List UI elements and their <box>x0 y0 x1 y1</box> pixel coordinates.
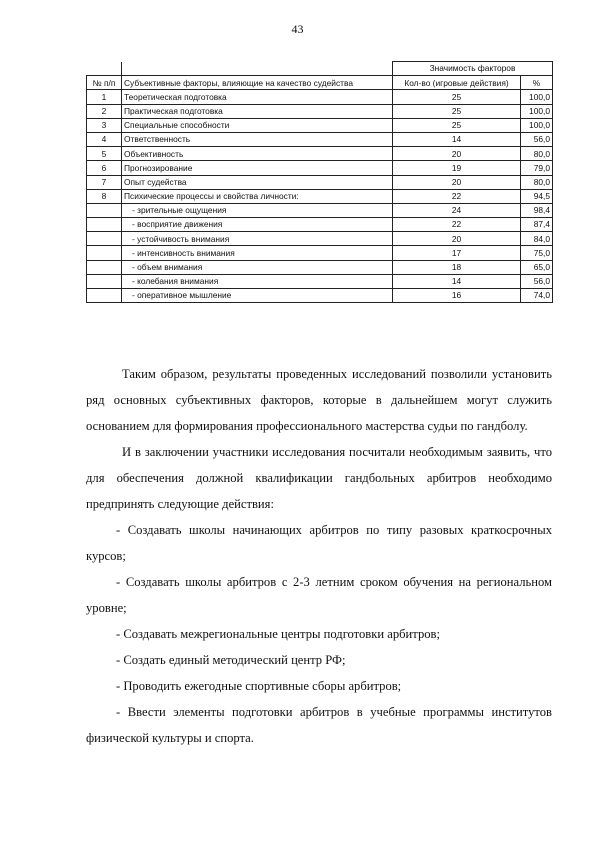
cell-pct: 94,5 <box>521 189 553 203</box>
cell-num: 2 <box>87 104 122 118</box>
table-group-header: Значимость факторов <box>393 62 553 76</box>
paragraph-actions-intro: И в заключении участники исследования посчитали необходимым заявить, что для обеспечения должной квалификации гандбольных арбитров необходимо предпринять следующие действия: <box>86 445 552 511</box>
table-header-row <box>87 76 553 90</box>
cell-factor: Психические процессы и свойства личности: <box>122 189 393 203</box>
table-row <box>87 289 553 303</box>
cell-count: 25 <box>393 104 521 118</box>
cell-num <box>87 232 122 246</box>
table-group-header-row <box>87 62 553 76</box>
cell-pct: 56,0 <box>521 274 553 288</box>
cell-factor: Объективность <box>122 147 393 161</box>
cell-num: 6 <box>87 161 122 175</box>
cell-count: 25 <box>393 90 521 104</box>
action-item-6: - Ввести элементы подготовки арбитров в учебные программы институтов физической культуры и спорта. <box>86 705 552 745</box>
cell-factor: - объем внимания <box>122 260 393 274</box>
cell-count: 16 <box>393 289 521 303</box>
paragraph-conclusion: Таким образом, результаты проведенных исследований позволили установить ряд основных субъективных факторов, которые в дальнейшем могут служить основанием для формирования профессионального мастерства судьи по гандболу. <box>86 367 552 433</box>
cell-factor: Теоретическая подготовка <box>122 90 393 104</box>
page-number: 43 <box>291 22 304 36</box>
table-row <box>87 246 553 260</box>
table-row <box>87 161 553 175</box>
cell-pct: 75,0 <box>521 246 553 260</box>
table-row <box>87 132 553 146</box>
cell-num <box>87 274 122 288</box>
cell-num: 4 <box>87 132 122 146</box>
cell-pct: 65,0 <box>521 260 553 274</box>
cell-factor: Специальные способности <box>122 118 393 132</box>
cell-pct: 74,0 <box>521 289 553 303</box>
cell-num: 8 <box>87 189 122 203</box>
cell-count: 14 <box>393 132 521 146</box>
cell-factor: - восприятие движения <box>122 218 393 232</box>
table-blank-cell <box>87 62 122 76</box>
cell-count: 19 <box>393 161 521 175</box>
col-header-pct: % <box>521 76 553 90</box>
cell-num: 3 <box>87 118 122 132</box>
cell-pct: 80,0 <box>521 147 553 161</box>
cell-count: 20 <box>393 147 521 161</box>
cell-count: 20 <box>393 175 521 189</box>
cell-factor: Прогнозирование <box>122 161 393 175</box>
cell-count: 22 <box>393 218 521 232</box>
cell-factor: - устойчивость внимания <box>122 232 393 246</box>
table-row <box>87 274 553 288</box>
cell-pct: 98,4 <box>521 203 553 217</box>
table-row <box>87 260 553 274</box>
cell-factor: - интенсивность внимания <box>122 246 393 260</box>
cell-count: 24 <box>393 203 521 217</box>
cell-pct: 100,0 <box>521 90 553 104</box>
cell-count: 18 <box>393 260 521 274</box>
action-item-3: - Создавать межрегиональные центры подготовки арбитров; <box>116 627 440 641</box>
body-text <box>86 361 552 751</box>
action-item-5: - Проводить ежегодные спортивные сборы арбитров; <box>116 679 402 693</box>
cell-pct: 87,4 <box>521 218 553 232</box>
table-row <box>87 189 553 203</box>
table-row <box>87 147 553 161</box>
cell-pct: 56,0 <box>521 132 553 146</box>
cell-num: 7 <box>87 175 122 189</box>
cell-pct: 100,0 <box>521 118 553 132</box>
cell-pct: 84,0 <box>521 232 553 246</box>
action-item-2: - Создавать школы арбитров с 2-3 летним сроком обучения на региональном уровне; <box>86 575 552 615</box>
col-header-num: № п/п <box>87 76 122 90</box>
cell-count: 22 <box>393 189 521 203</box>
cell-factor: Практическая подготовка <box>122 104 393 118</box>
cell-count: 17 <box>393 246 521 260</box>
cell-factor: - оперативное мышление <box>122 289 393 303</box>
cell-factor: - колебания внимания <box>122 274 393 288</box>
cell-num <box>87 246 122 260</box>
cell-count: 14 <box>393 274 521 288</box>
col-header-count: Кол-во (игровые действия) <box>393 76 521 90</box>
cell-num: 1 <box>87 90 122 104</box>
action-item-4: - Создать единый методический центр РФ; <box>116 653 346 667</box>
col-header-factor: Субъективные факторы, влияющие на качество судейства <box>122 76 393 90</box>
table-row <box>87 218 553 232</box>
cell-factor: Ответственность <box>122 132 393 146</box>
cell-factor: Опыт судейства <box>122 175 393 189</box>
table-row <box>87 175 553 189</box>
cell-pct: 79,0 <box>521 161 553 175</box>
cell-num <box>87 218 122 232</box>
cell-num <box>87 289 122 303</box>
table-row <box>87 104 553 118</box>
cell-factor: - зрительные ощущения <box>122 203 393 217</box>
table-row <box>87 90 553 104</box>
table-blank-cell <box>122 62 393 76</box>
action-item-1: - Создавать школы начинающих арбитров по типу разовых краткосрочных курсов; <box>86 523 552 563</box>
table-row <box>87 203 553 217</box>
cell-num <box>87 203 122 217</box>
table-row <box>87 118 553 132</box>
cell-num: 5 <box>87 147 122 161</box>
cell-pct: 80,0 <box>521 175 553 189</box>
table-row <box>87 232 553 246</box>
cell-count: 25 <box>393 118 521 132</box>
cell-count: 20 <box>393 232 521 246</box>
cell-pct: 100,0 <box>521 104 553 118</box>
factors-table <box>86 61 553 303</box>
cell-num <box>87 260 122 274</box>
